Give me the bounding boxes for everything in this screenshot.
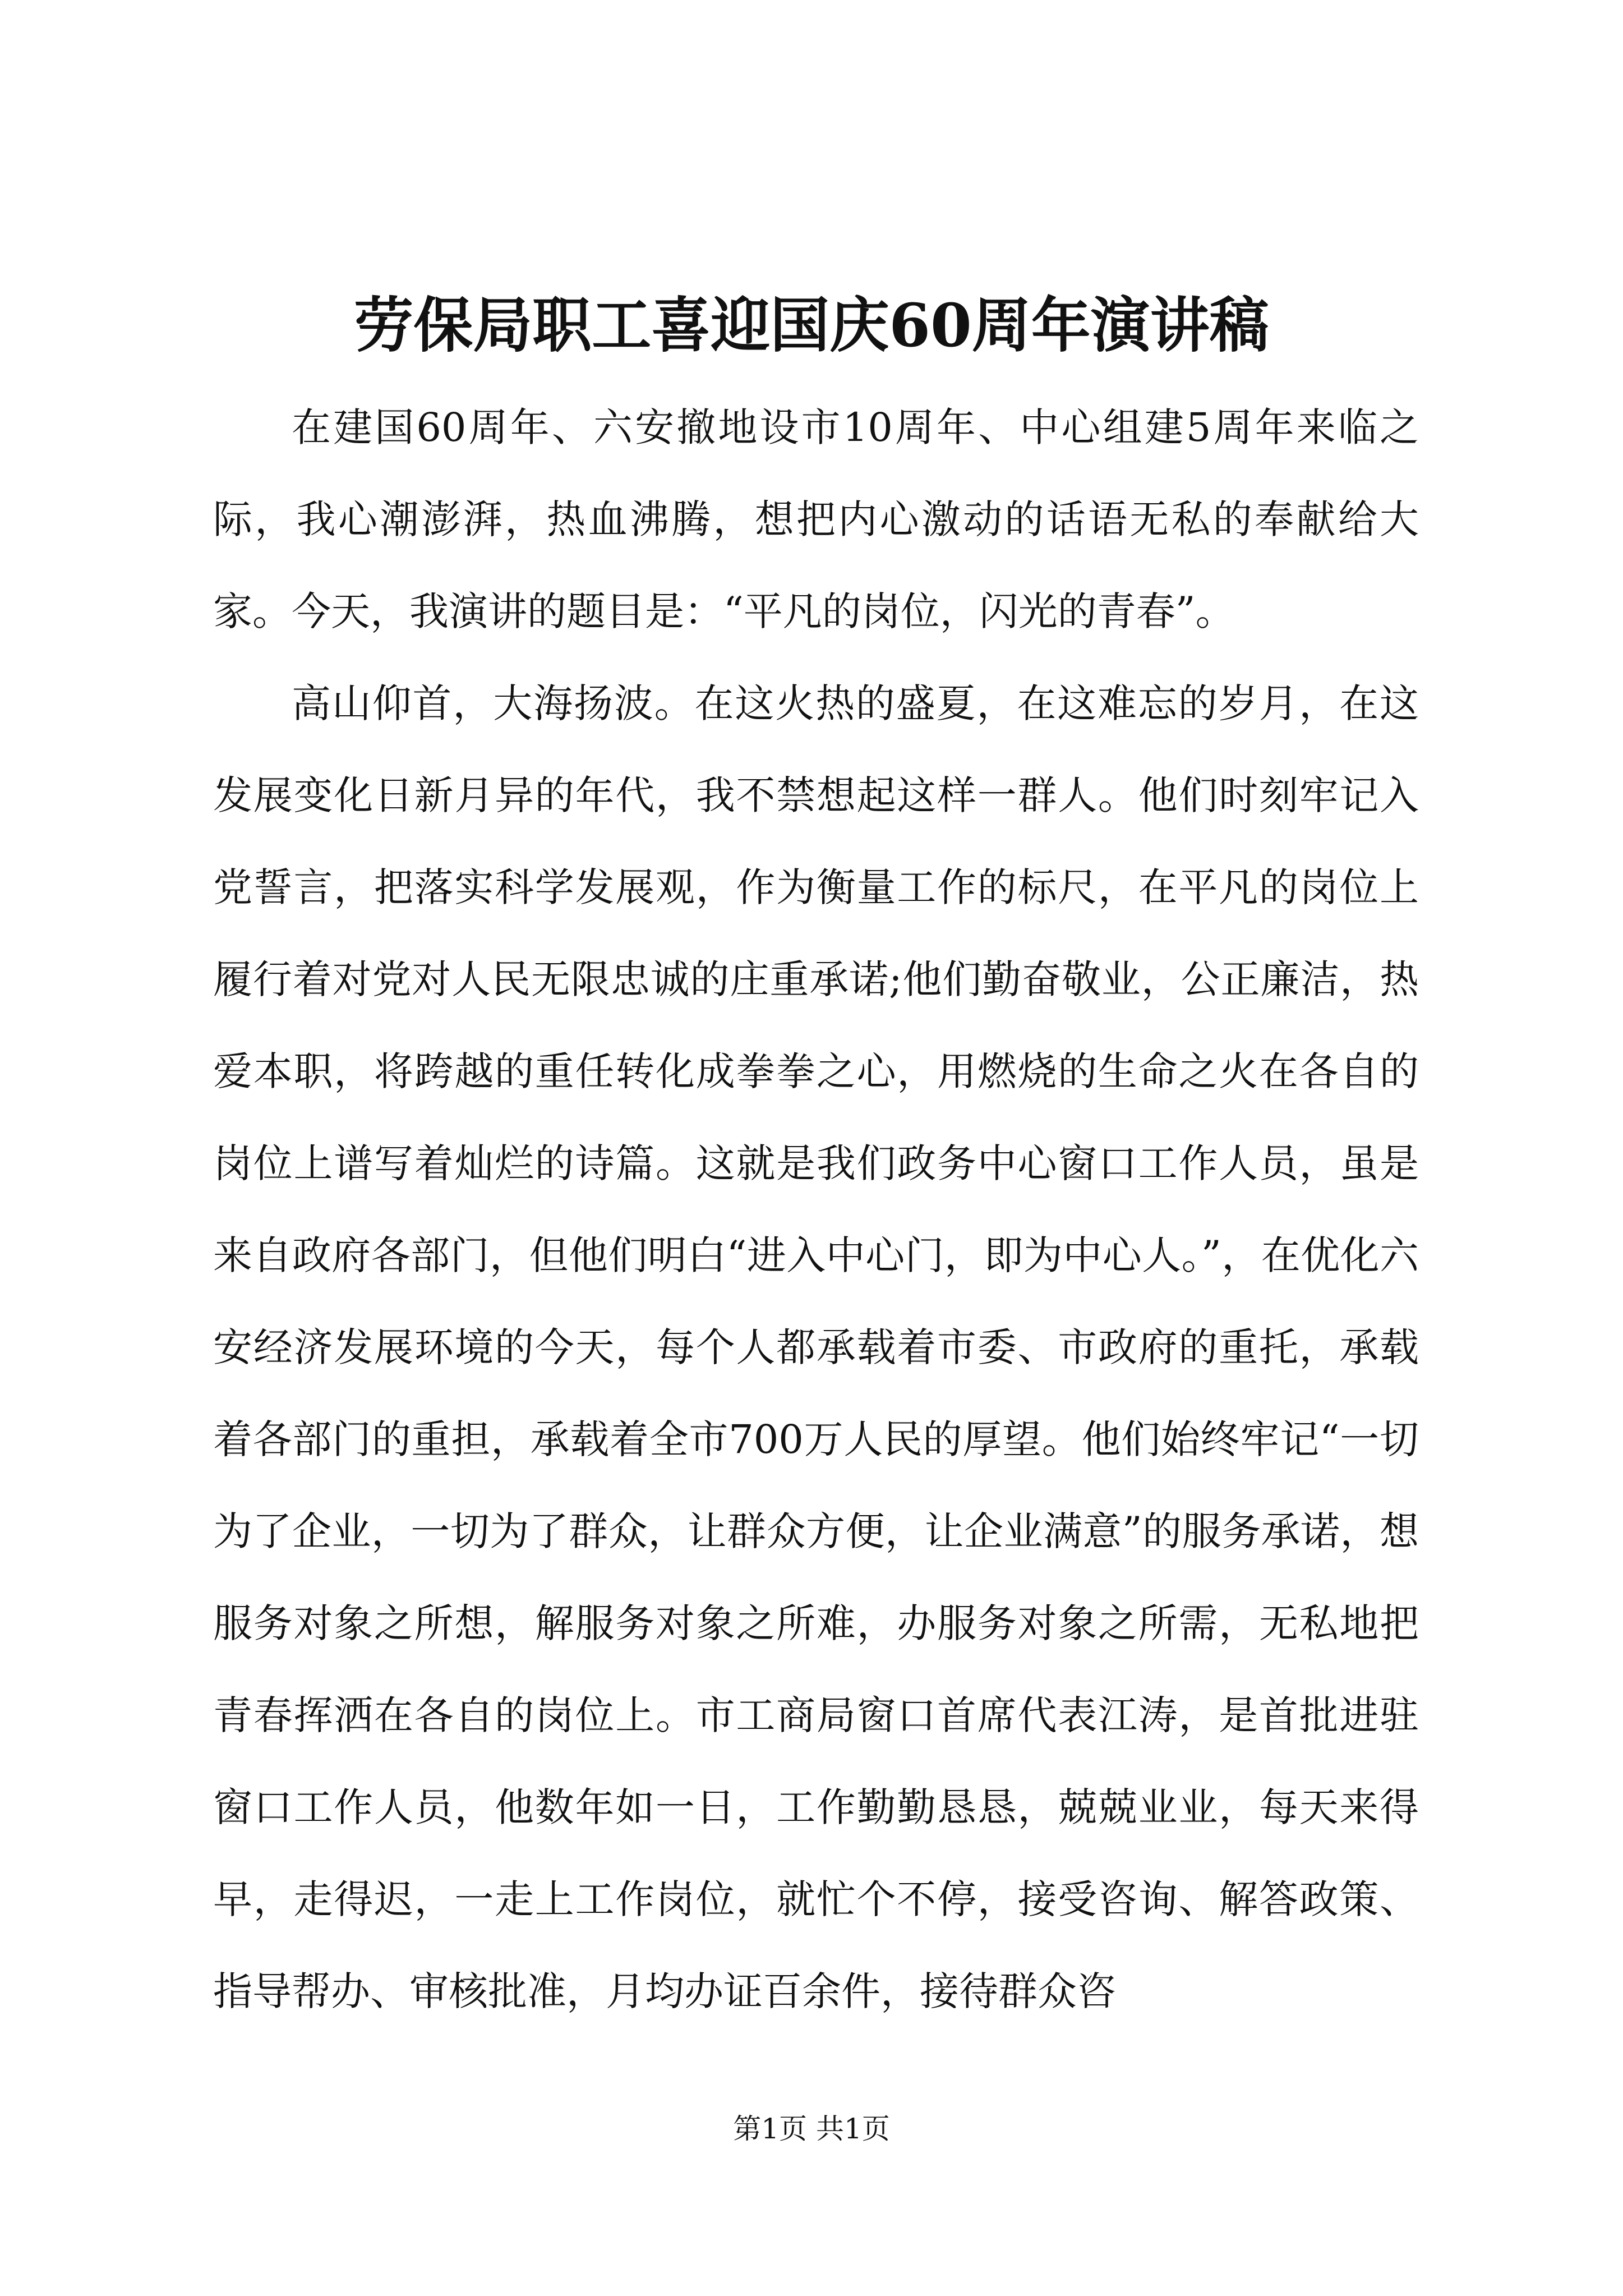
paragraph: 在建国60周年、六安撤地设市10周年、中心组建5周年来临之际，我心潮澎湃，热血沸腾，想把内心激动的话语无私的奉献给大家。今天，我演讲的题目是：“平凡的岗位，闪光的青春”。 <box>213 404 1419 634</box>
paragraph: 高山仰首，大海扬波。在这火热的盛夏，在这难忘的岁月，在这发展变化日新月异的年代，我不禁想起这样一群人。他们时刻牢记入党誓言，把落实科学发展观，作为衡量工作的标尺，在平凡的岗位上履行着对党对人民无限忠诚的庄重承诺;他们勤奋敬业，公正廉洁，热爱本职，将跨越的重任转化成拳拳之心，用燃烧的生命之火在各自的岗位上谱写着灿烂的诗篇。这就是我们政务中心窗口工作人员，虽是来自政府各部门，但他们明白“进入中心门，即为中心人。”，在优化六安经济发展环境的今天，每个人都承载着市委、市政府的重托，承载着各部门的重担，承载着全市700万人民的厚望。他们始终牢记“一切为了企业，一切为了群众，让群众方便，让企业满意”的服务承诺，想服务对象之所想，解服务对象之所难，办服务对象之所需，无私地把青春挥洒在各自的岗位上。市工商局窗口首席代表江涛，是首批进驻窗口工作人员，他数年如一日，工作勤勤恳恳，兢兢业业，每天来得早，走得迟，一走上工作岗位，就忙个不停，接受咨询、解答政策、指导帮办、审核批准，月均办证百余件，接待群众咨 <box>213 680 1419 2014</box>
document-title: 劳保局职工喜迎国庆60周年演讲稿 <box>354 290 1269 360</box>
page-footer: 第1页 共1页 <box>733 2113 890 2145</box>
document-body <box>213 381 1419 2081</box>
